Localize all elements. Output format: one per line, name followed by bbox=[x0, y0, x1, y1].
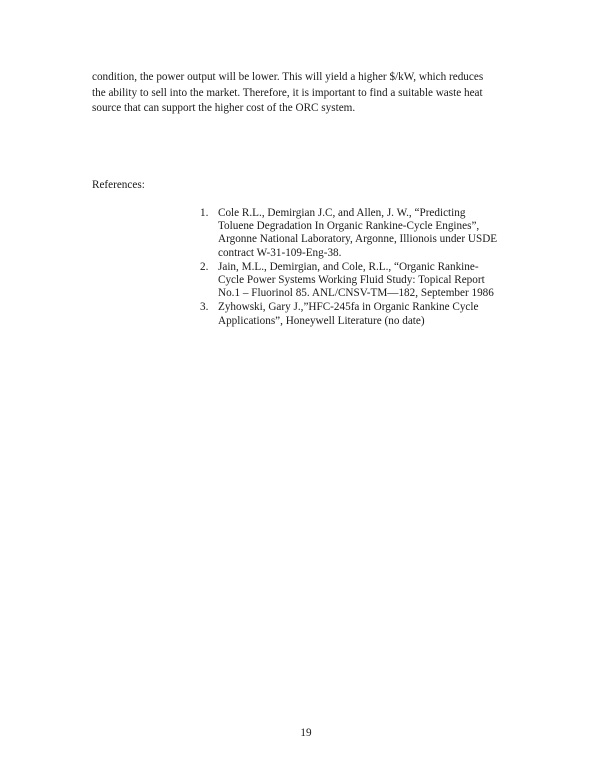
reference-line: No.1 – Fluorinol 85. ANL/CNSV-TM—182, September 1986 bbox=[218, 287, 494, 300]
reference-line: Cole R.L., Demirgian J.C, and Allen, J. W., “Predicting bbox=[218, 207, 466, 219]
reference-line: Cycle Power Systems Working Fluid Study: Topical Report bbox=[218, 274, 485, 287]
reference-number: 2. bbox=[200, 260, 209, 273]
reference-line: Zyhowski, Gary J.,”HFC-245fa in Organic Rankine Cycle bbox=[218, 301, 479, 314]
paragraph-line: condition, the power output will be lower. This will yield a higher $/kW, which reduces bbox=[92, 71, 484, 83]
reference-number: 1. bbox=[200, 207, 209, 219]
paragraph-line: the ability to sell into the market. Therefore, it is important to find a suitable waste heat bbox=[92, 86, 483, 99]
reference-list bbox=[200, 207, 530, 329]
page-number: 19 bbox=[300, 727, 312, 739]
reference-line: Applications”, Honeywell Literature (no date) bbox=[218, 314, 425, 327]
reference-line: Argonne National Laboratory, Argonne, Illionois under USDE bbox=[218, 233, 498, 246]
paragraph-line: source that can support the higher cost of the ORC system. bbox=[92, 102, 356, 114]
reference-line: Jain, M.L., Demirgian, and Cole, R.L., “Organic Rankine- bbox=[218, 260, 479, 273]
body-paragraph bbox=[92, 70, 532, 117]
reference-number: 3. bbox=[200, 301, 209, 314]
references-heading: References: bbox=[92, 179, 145, 191]
reference-item-3 bbox=[200, 301, 530, 327]
reference-line: Toluene Degradation In Organic Rankine-Cycle Engines”, bbox=[218, 220, 480, 233]
reference-item-1 bbox=[200, 207, 530, 260]
reference-item-2 bbox=[200, 261, 530, 301]
reference-line: contract W-31-109-Eng-38. bbox=[218, 246, 342, 259]
